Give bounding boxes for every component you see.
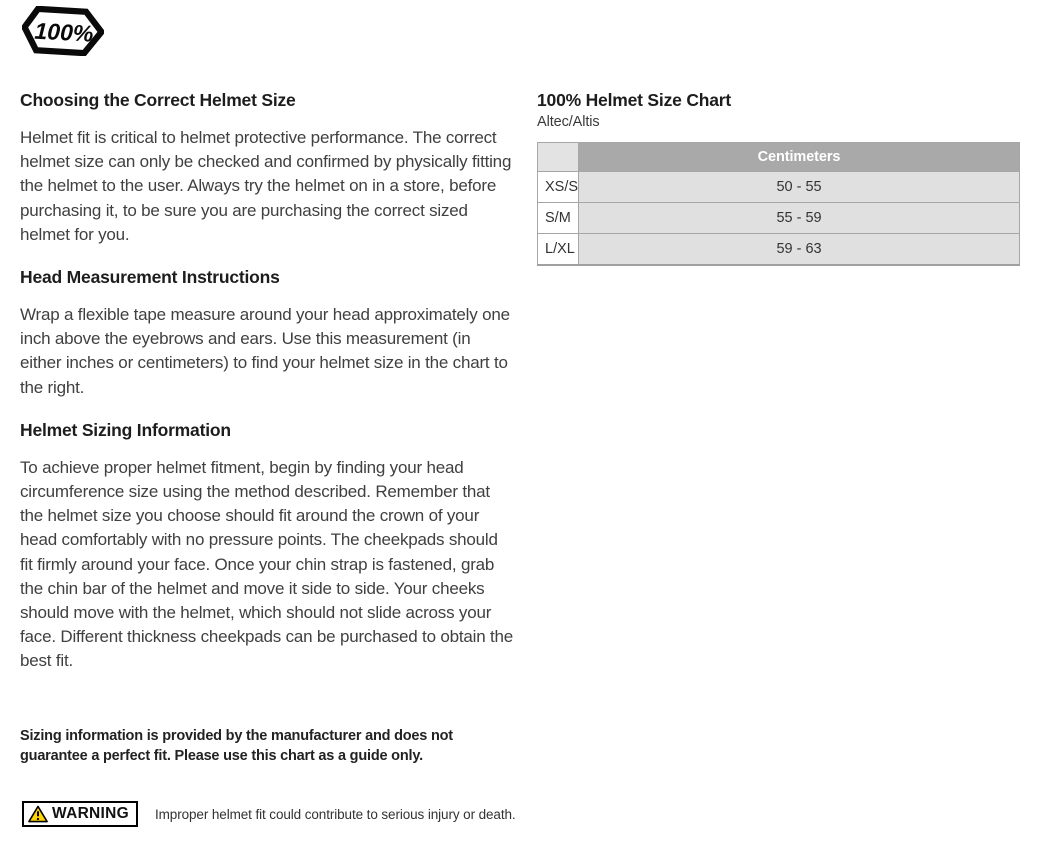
corner-cell <box>538 143 579 172</box>
cm-range-cell: 55 - 59 <box>579 203 1020 234</box>
section-body: To achieve proper helmet fitment, begin by finding your head circumference size using the method described. Remember that the helmet size you choose should fit around the crown of your head comfortably with no pressure points. The cheekpads should fit firmly around your face. Once your chin strap is fastened, grab the chin bar of the helmet and move it side to side. Your cheeks should move with the helmet, which should not slide across your face. Different thickness cheekpads can be purchased to obtain the best fit. <box>20 457 514 671</box>
unit-column-header: Centimeters <box>579 143 1020 172</box>
warning-label: WARNING <box>52 805 130 823</box>
size-label-cell: L/XL <box>538 234 579 265</box>
brand-logo-100-percent <box>22 6 104 56</box>
instructions-column <box>20 90 514 694</box>
size-chart-table <box>537 142 1020 266</box>
table-row <box>538 203 1020 234</box>
section-choosing-size <box>20 90 514 247</box>
size-label-cell: S/M <box>538 203 579 234</box>
section-body: Wrap a flexible tape measure around your head approximately one inch above the eyebrows and ears. Use this measurement (in either inches or centimeters) to find your helmet size in the chart to the right. <box>20 305 510 397</box>
logo-text: 100% <box>33 17 95 47</box>
section-sizing-information <box>20 420 514 674</box>
size-chart-column <box>537 90 1020 266</box>
table-header-row <box>538 143 1020 172</box>
warning-triangle-icon <box>28 805 48 823</box>
section-heading: Head Measurement Instructions <box>20 267 280 288</box>
warning-badge <box>22 801 138 827</box>
warning-row <box>22 801 516 827</box>
section-head-measurement <box>20 267 514 400</box>
size-chart-model: Altec/Altis <box>537 114 600 130</box>
section-heading: Choosing the Correct Helmet Size <box>20 90 296 110</box>
table-row <box>538 234 1020 265</box>
cm-range-cell: 59 - 63 <box>579 234 1020 265</box>
section-heading: Helmet Sizing Information <box>20 419 231 440</box>
table-row <box>538 172 1020 203</box>
sizing-disclaimer: Sizing information is provided by the manufacturer and does not guarantee a perfect fit. Please use this chart as a guide only. <box>20 728 453 764</box>
cm-range-cell: 50 - 55 <box>579 172 1020 203</box>
section-body: Helmet fit is critical to helmet protective performance. The correct helmet size can only be checked and confirmed by physically fitting the helmet to the user. Always try the helmet on in a store, before purchasing it, to be sure you are purchasing the correct sized helmet for you. <box>20 128 512 244</box>
hexagon-badge-icon <box>22 6 104 56</box>
warning-text: Improper helmet fit could contribute to serious injury or death. <box>155 806 516 822</box>
size-chart-title: 100% Helmet Size Chart <box>537 90 732 110</box>
size-label-cell: XS/S <box>538 172 579 203</box>
